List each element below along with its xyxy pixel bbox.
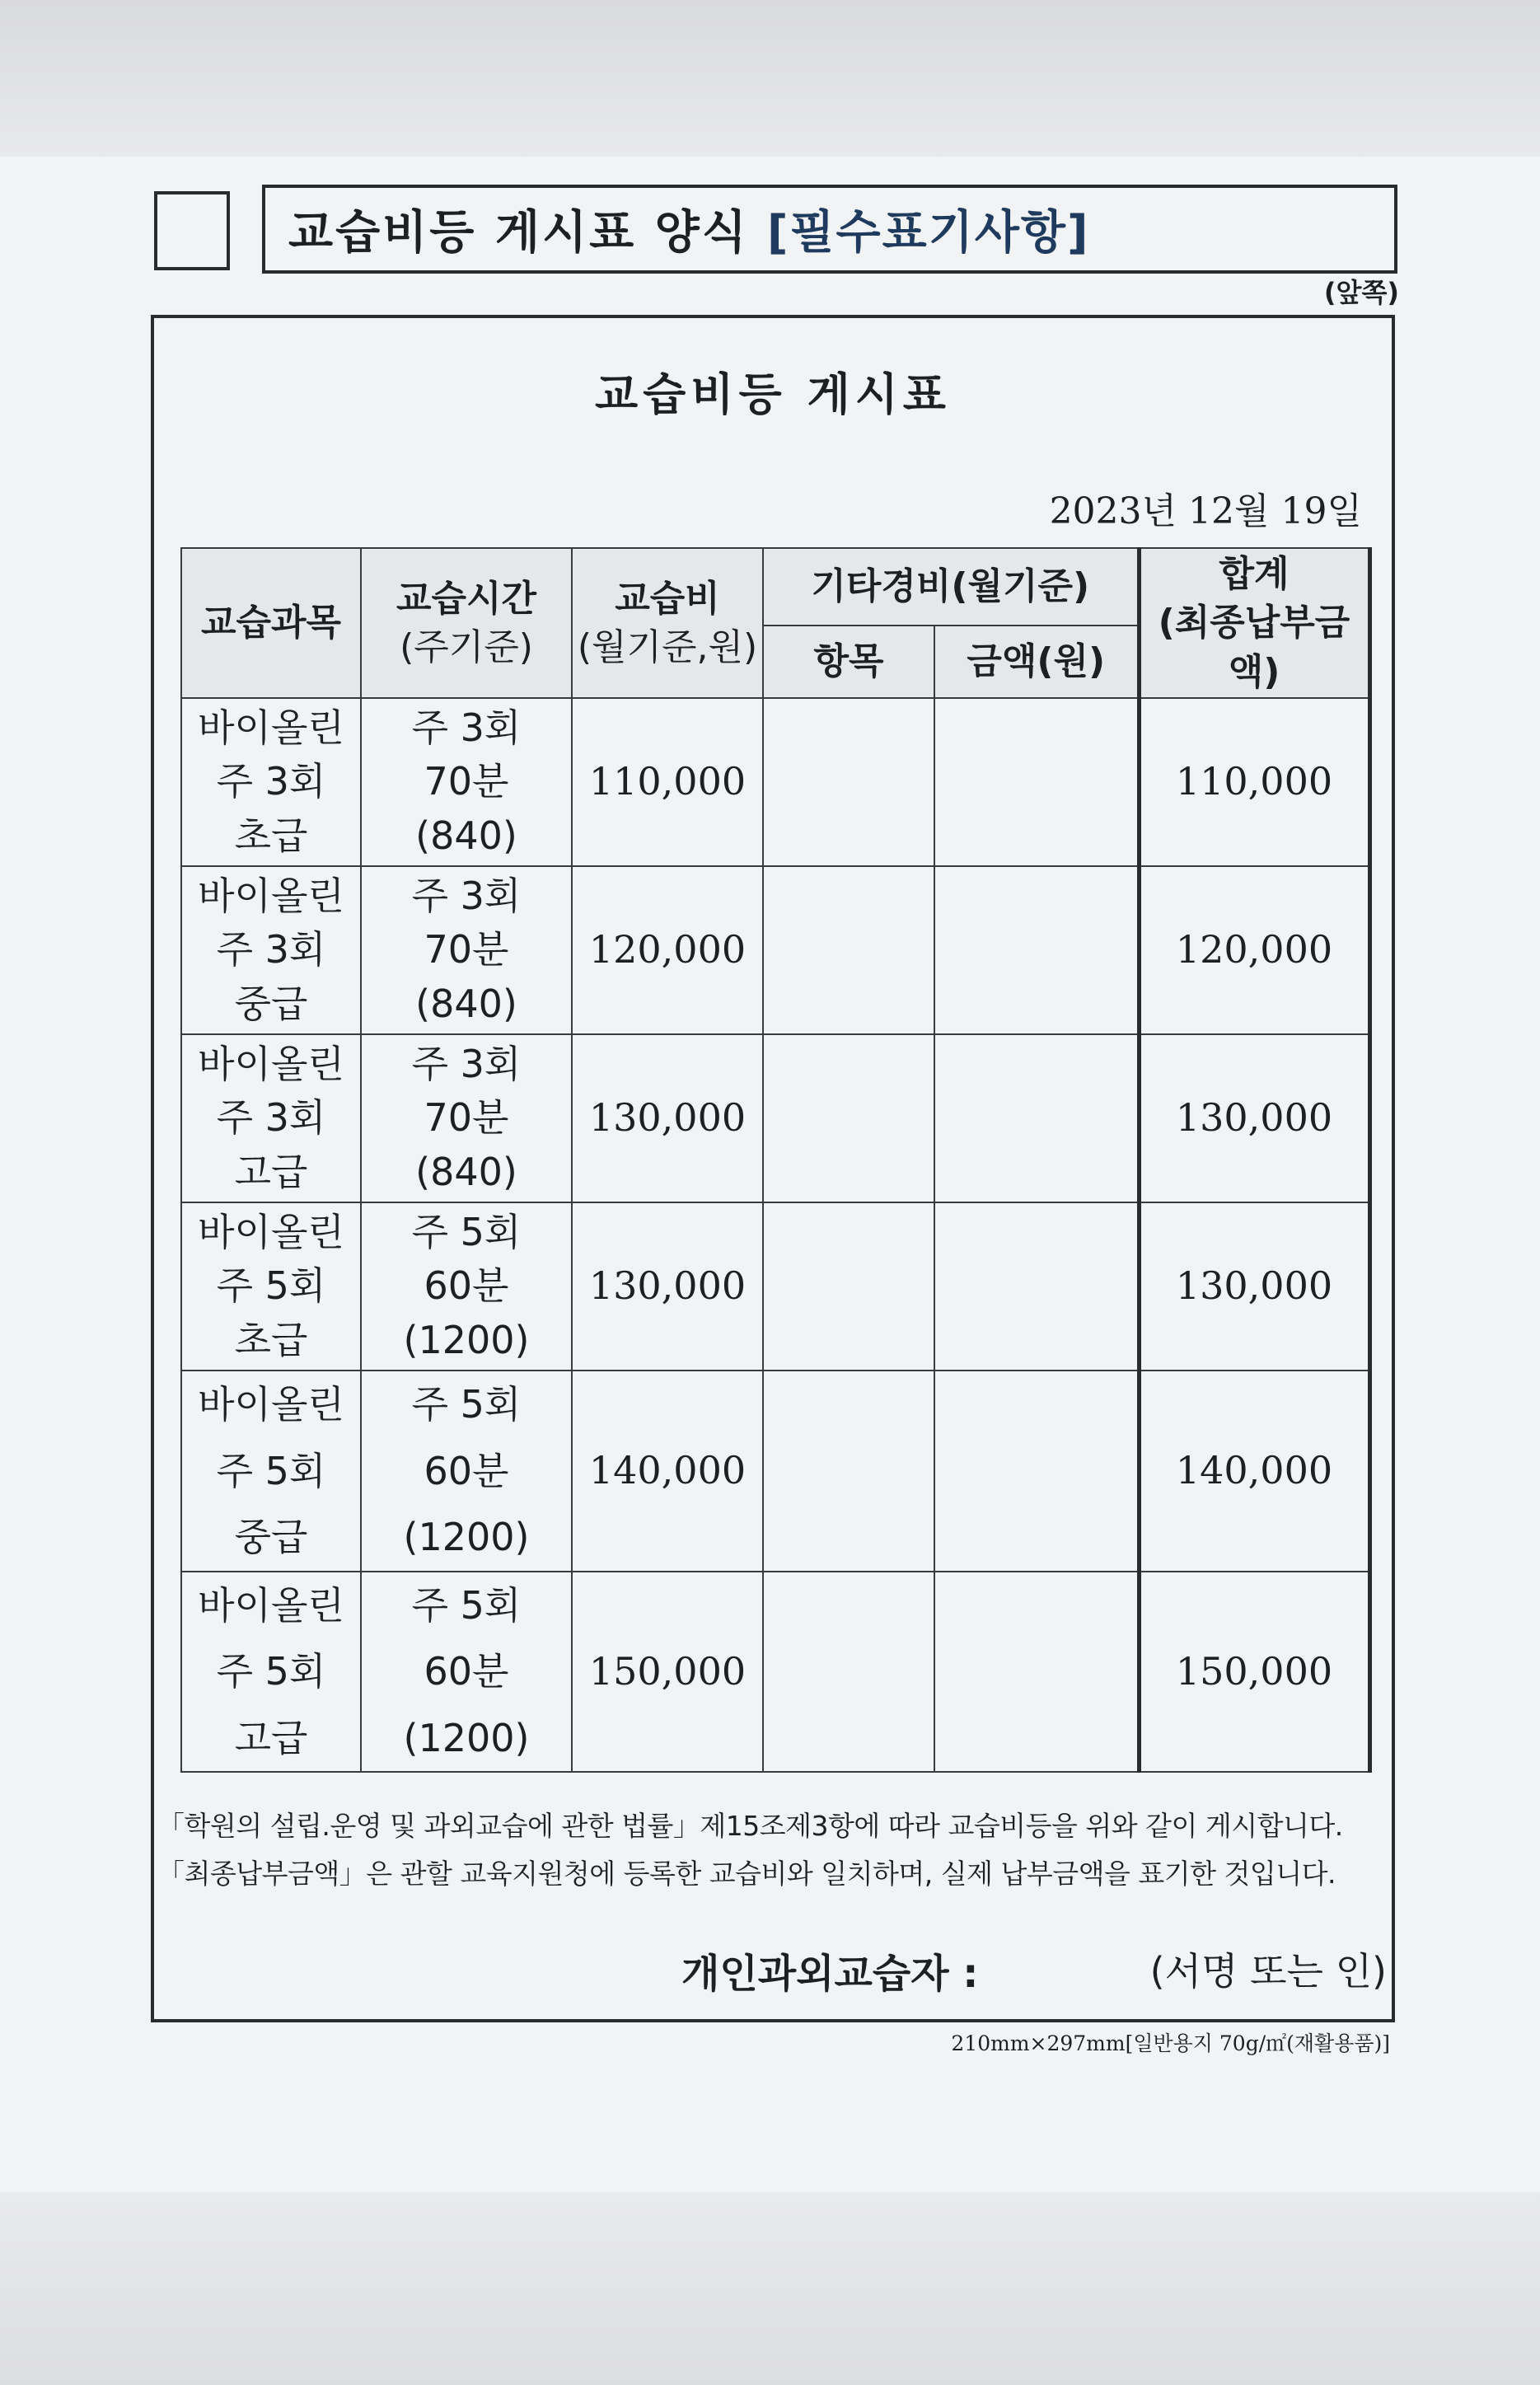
cell-other-item	[763, 1572, 934, 1773]
cell-hours: 주 5회 60분 (1200)	[361, 1202, 572, 1371]
fee-table	[180, 547, 1372, 1773]
cell-course: 바이올린 주 3회 초급	[181, 698, 361, 866]
cell-course: 바이올린 주 3회 중급	[181, 866, 361, 1034]
form-header-tag: [필수표기사항]	[766, 206, 1090, 260]
cell-course: 바이올린 주 5회 중급	[181, 1371, 361, 1572]
cell-other-amount	[934, 1202, 1139, 1371]
cell-fee: 120,000	[572, 866, 763, 1034]
cell-other-amount	[934, 1572, 1139, 1773]
cell-other-item	[763, 698, 934, 866]
cell-other-amount	[934, 1034, 1139, 1202]
cell-total: 130,000	[1139, 1034, 1369, 1202]
background-top	[0, 0, 1540, 157]
cell-other-item	[763, 866, 934, 1034]
paper-spec: 210mm×297mm[일반용지 70g/㎡(재활용품)]	[951, 2031, 1390, 2055]
background-bottom	[0, 2192, 1540, 2385]
cell-course: 바이올린 주 3회 고급	[181, 1034, 361, 1202]
form-header-title: 교습비등 게시표 양식	[288, 206, 749, 260]
cell-hours: 주 5회 60분 (1200)	[361, 1572, 572, 1773]
cell-course: 바이올린 주 5회 고급	[181, 1572, 361, 1773]
header-hours: 교습시간 (주기준)	[361, 548, 572, 698]
cell-other-amount	[934, 866, 1139, 1034]
table-row	[181, 698, 1369, 866]
cell-fee: 140,000	[572, 1371, 763, 1572]
signature-label: 개인과외교습자 :	[681, 1951, 979, 1997]
header-other-item: 항목	[763, 626, 934, 698]
document-title: 교습비등 게시표	[595, 368, 951, 420]
cell-hours: 주 5회 60분 (1200)	[361, 1371, 572, 1572]
table-row	[181, 1371, 1369, 1572]
side-label: (앞쪽)	[1323, 277, 1399, 308]
cell-fee: 130,000	[572, 1202, 763, 1371]
header-other-amount: 금액(원)	[934, 626, 1139, 698]
notice-form	[151, 315, 1395, 2022]
header-course: 교습과목	[181, 548, 361, 698]
cell-other-amount	[934, 1371, 1139, 1572]
cell-course: 바이올린 주 5회 초급	[181, 1202, 361, 1371]
table-row	[181, 1572, 1369, 1773]
form-header	[262, 185, 1397, 274]
header-other-costs: 기타경비(월기준)	[763, 548, 1139, 626]
cell-fee: 130,000	[572, 1034, 763, 1202]
cell-hours: 주 3회 70분 (840)	[361, 698, 572, 866]
cell-other-item	[763, 1034, 934, 1202]
table-row	[181, 866, 1369, 1034]
cell-total: 120,000	[1139, 866, 1369, 1034]
document-date: 2023년 12월 19일	[1049, 490, 1362, 532]
legal-note-2: 「최종납부금액」은 관할 교육지원청에 등록한 교습비와 일치하며, 실제 납부금액을 표기한 것입니다.	[157, 1858, 1336, 1890]
cell-hours: 주 3회 70분 (840)	[361, 1034, 572, 1202]
cell-other-item	[763, 1202, 934, 1371]
cell-fee: 110,000	[572, 698, 763, 866]
cell-other-amount	[934, 698, 1139, 866]
cell-total: 150,000	[1139, 1572, 1369, 1773]
cell-hours: 주 3회 70분 (840)	[361, 866, 572, 1034]
table-row	[181, 1034, 1369, 1202]
cell-total: 130,000	[1139, 1202, 1369, 1371]
table-row	[181, 1202, 1369, 1371]
cell-total: 140,000	[1139, 1371, 1369, 1572]
header-fee: 교습비 (월기준,원)	[572, 548, 763, 698]
cell-fee: 150,000	[572, 1572, 763, 1773]
cell-total: 110,000	[1139, 698, 1369, 866]
signature-hint: (서명 또는 인)	[1149, 1949, 1387, 1994]
legal-note-1: 「학원의 설립.운영 및 과외교습에 관한 법률」제15조제3항에 따라 교습비등을 위와 같이 게시합니다.	[157, 1810, 1343, 1842]
checkbox-square	[154, 191, 230, 270]
header-total: 합계 (최종납부금액)	[1139, 548, 1369, 698]
cell-other-item	[763, 1371, 934, 1572]
